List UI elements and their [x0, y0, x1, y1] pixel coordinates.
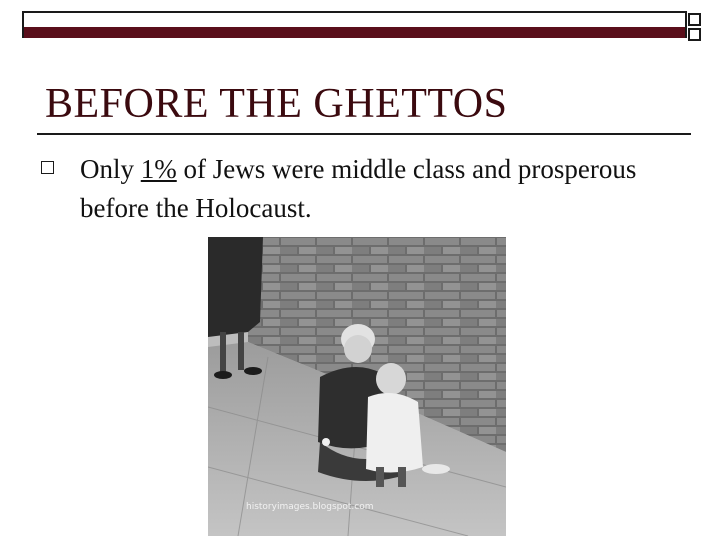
bullet-text-prefix: Only	[80, 154, 141, 184]
bullet-text-highlight: 1%	[140, 154, 177, 184]
historical-photo	[208, 237, 506, 536]
corner-decor-box-top	[688, 13, 701, 26]
bullet-text	[80, 150, 680, 228]
photo-watermark: historyimages.blogspot.com	[246, 502, 374, 512]
bullet-square-icon	[41, 161, 54, 174]
top-decorative-bar	[22, 11, 687, 38]
bullet-text-rest: of Jews were middle class and prosperous before the Holocaust.	[80, 154, 637, 223]
top-accent-band	[24, 27, 685, 38]
slide-title: BEFORE THE GHETTOS	[45, 81, 508, 127]
photo-illustration	[208, 237, 506, 536]
title-divider	[37, 133, 691, 135]
corner-decor-box-bottom	[688, 28, 701, 41]
